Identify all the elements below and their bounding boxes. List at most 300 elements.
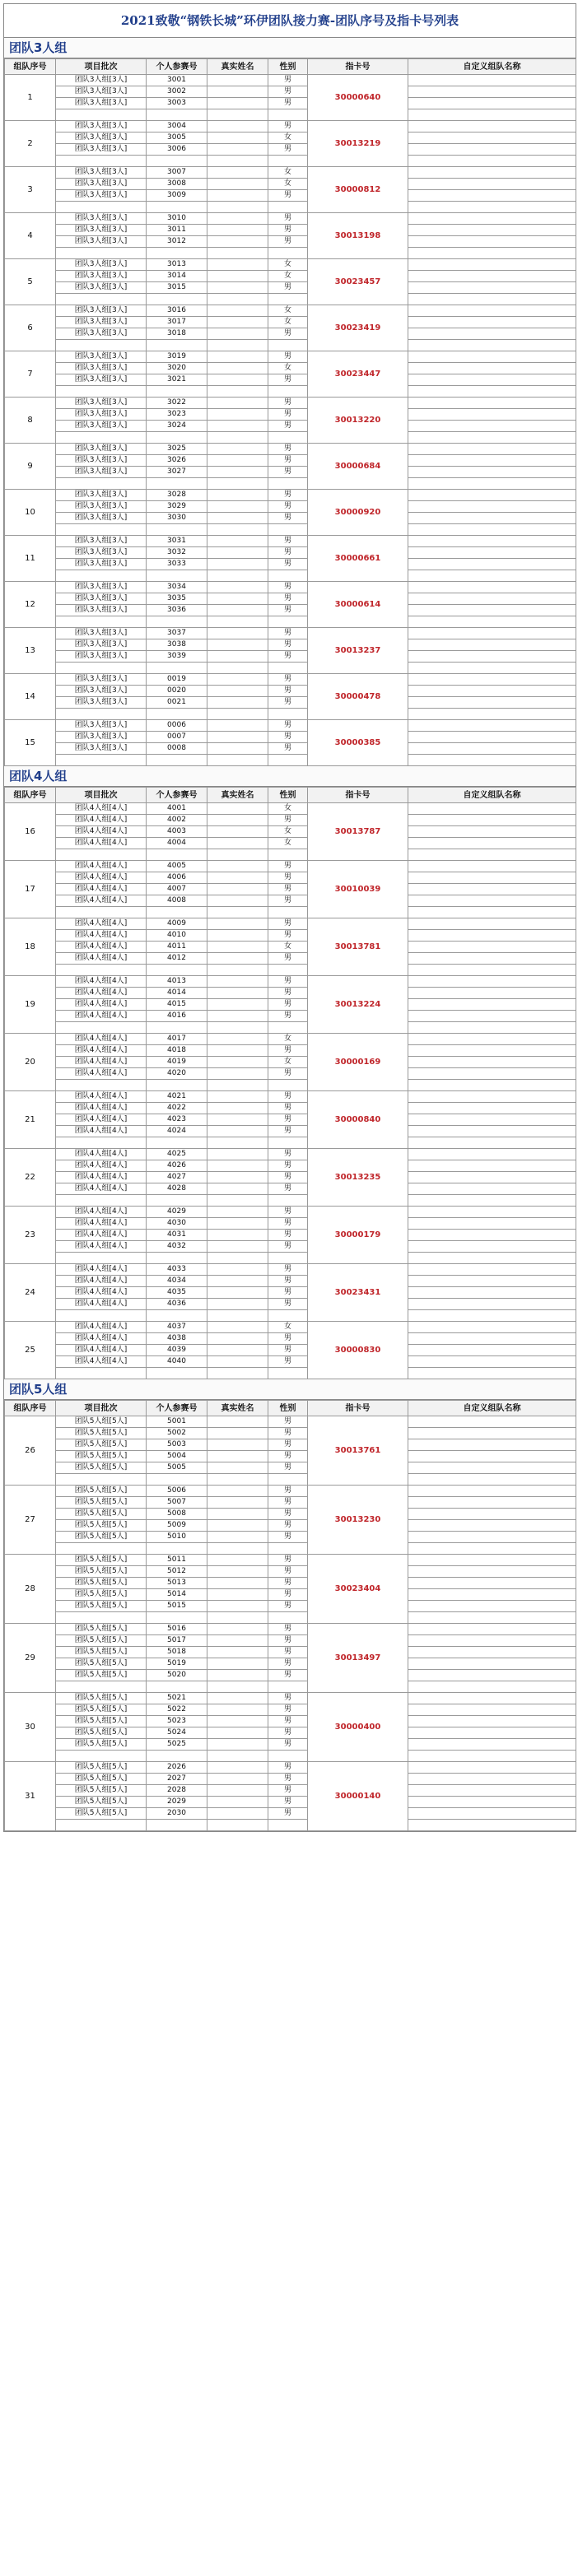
team-name-cell (408, 121, 576, 133)
project-cell: 团队3人组[3人] (56, 455, 147, 467)
project-cell: 团队3人组[3人] (56, 536, 147, 547)
team-name-cell (408, 815, 576, 826)
project-cell: 团队5人组[5人] (56, 1670, 147, 1681)
team-name-cell (408, 317, 576, 328)
bib-cell: 0019 (147, 674, 207, 686)
spacer-cell (268, 1681, 308, 1693)
spacer-cell (207, 709, 268, 720)
bib-cell: 5018 (147, 1647, 207, 1658)
team-name-cell (408, 861, 576, 872)
spacer-cell (56, 755, 147, 766)
project-cell: 团队5人组[5人] (56, 1509, 147, 1520)
team-name-cell (408, 639, 576, 651)
gender-cell: 男 (268, 743, 308, 755)
table-row (5, 547, 576, 559)
table-row (5, 999, 576, 1011)
project-cell: 团队5人组[5人] (56, 1785, 147, 1797)
group-number: 9 (5, 444, 56, 490)
table-row (5, 976, 576, 988)
project-cell: 团队4人组[4人] (56, 942, 147, 953)
col-header-bib: 个人参赛号 (147, 1401, 207, 1416)
project-cell: 团队4人组[4人] (56, 1276, 147, 1287)
table-row (5, 1797, 576, 1808)
bib-cell: 3011 (147, 225, 207, 236)
team-name-cell (408, 605, 576, 616)
project-cell: 团队3人组[3人] (56, 328, 147, 340)
spacer-cell (207, 1195, 268, 1207)
team-name-cell (408, 1624, 576, 1635)
group-number: 24 (5, 1264, 56, 1322)
team-name-cell (408, 999, 576, 1011)
table-row (5, 1126, 576, 1137)
name-cell (207, 639, 268, 651)
spacer-cell (408, 248, 576, 259)
spacer-row (5, 1137, 576, 1149)
project-cell: 团队5人组[5人] (56, 1797, 147, 1808)
name-cell (207, 536, 268, 547)
table-row (5, 1287, 576, 1299)
bib-cell: 5006 (147, 1486, 207, 1497)
bib-cell: 3002 (147, 86, 207, 98)
card-number: 30023457 (308, 259, 408, 305)
spacer-cell (56, 1474, 147, 1486)
project-cell: 团队3人组[3人] (56, 133, 147, 144)
project-cell: 团队4人组[4人] (56, 918, 147, 930)
gender-cell: 男 (268, 1218, 308, 1230)
team-name-cell (408, 409, 576, 421)
spacer-row (5, 709, 576, 720)
spacer-cell (268, 1310, 308, 1322)
name-cell (207, 1356, 268, 1368)
name-cell (207, 444, 268, 455)
spacer-cell (408, 524, 576, 536)
bib-cell: 3027 (147, 467, 207, 478)
project-cell: 团队3人组[3人] (56, 144, 147, 156)
spacer-row (5, 1022, 576, 1034)
spacer-row (5, 386, 576, 398)
spacer-cell (56, 340, 147, 351)
name-cell (207, 1276, 268, 1287)
spacer-cell (56, 432, 147, 444)
project-cell: 团队5人组[5人] (56, 1762, 147, 1774)
team-name-cell (408, 1716, 576, 1727)
gender-cell: 男 (268, 351, 308, 363)
gender-cell: 男 (268, 1345, 308, 1356)
project-cell: 团队5人组[5人] (56, 1486, 147, 1497)
team-name-cell (408, 1774, 576, 1785)
spacer-cell (147, 156, 207, 167)
gender-cell: 男 (268, 513, 308, 524)
team-name-cell (408, 1045, 576, 1057)
spacer-cell (408, 1368, 576, 1379)
table-row (5, 225, 576, 236)
gender-cell: 女 (268, 167, 308, 179)
card-number: 30000920 (308, 490, 408, 536)
table-row (5, 1658, 576, 1670)
name-cell (207, 1739, 268, 1751)
gender-cell: 男 (268, 282, 308, 294)
gender-cell: 男 (268, 1647, 308, 1658)
spacer-cell (207, 202, 268, 213)
project-cell: 团队3人组[3人] (56, 190, 147, 202)
name-cell (207, 1601, 268, 1612)
col-header-gender: 性别 (268, 1401, 308, 1416)
name-cell (207, 467, 268, 478)
spacer-cell (268, 478, 308, 490)
project-cell: 团队3人组[3人] (56, 363, 147, 374)
bib-cell: 4019 (147, 1057, 207, 1068)
name-cell (207, 1103, 268, 1114)
team-name-cell (408, 1114, 576, 1126)
bib-cell: 2026 (147, 1762, 207, 1774)
project-cell: 团队5人组[5人] (56, 1601, 147, 1612)
name-cell (207, 455, 268, 467)
table-row (5, 1762, 576, 1774)
bib-cell: 3039 (147, 651, 207, 663)
gender-cell: 男 (268, 895, 308, 907)
team-name-cell (408, 1011, 576, 1022)
bib-cell: 4006 (147, 872, 207, 884)
project-cell: 团队5人组[5人] (56, 1520, 147, 1532)
gender-cell: 男 (268, 953, 308, 965)
table-row (5, 826, 576, 838)
bib-cell: 3013 (147, 259, 207, 271)
table-row (5, 455, 576, 467)
table-row (5, 363, 576, 374)
table-row (5, 536, 576, 547)
spacer-cell (268, 1253, 308, 1264)
gender-cell: 男 (268, 815, 308, 826)
spacer-cell (408, 340, 576, 351)
team-name-cell (408, 1218, 576, 1230)
table-row (5, 1034, 576, 1045)
gender-cell: 男 (268, 861, 308, 872)
gender-cell: 女 (268, 363, 308, 374)
card-number: 30023447 (308, 351, 408, 398)
bib-cell: 5024 (147, 1727, 207, 1739)
spacer-cell (147, 1022, 207, 1034)
spacer-cell (268, 386, 308, 398)
name-cell (207, 190, 268, 202)
project-cell: 团队5人组[5人] (56, 1439, 147, 1451)
team-name-cell (408, 1068, 576, 1080)
project-cell: 团队4人组[4人] (56, 953, 147, 965)
spacer-cell (268, 294, 308, 305)
spacer-row (5, 524, 576, 536)
spacer-cell (147, 1543, 207, 1555)
project-cell: 团队4人组[4人] (56, 976, 147, 988)
table-row (5, 942, 576, 953)
spacer-cell (207, 432, 268, 444)
project-cell: 团队3人组[3人] (56, 213, 147, 225)
spacer-cell (268, 570, 308, 582)
spacer-row (5, 294, 576, 305)
project-cell: 团队3人组[3人] (56, 75, 147, 86)
bib-cell: 4024 (147, 1126, 207, 1137)
group-number: 31 (5, 1762, 56, 1831)
project-cell: 团队4人组[4人] (56, 872, 147, 884)
spacer-cell (207, 386, 268, 398)
team-name-cell (408, 628, 576, 639)
spacer-cell (408, 1253, 576, 1264)
spacer-cell (207, 109, 268, 121)
table-row (5, 884, 576, 895)
table-row (5, 1785, 576, 1797)
team-name-cell (408, 236, 576, 248)
card-number: 30013235 (308, 1149, 408, 1207)
bib-cell: 5017 (147, 1635, 207, 1647)
project-cell: 团队3人组[3人] (56, 305, 147, 317)
gender-cell: 男 (268, 1658, 308, 1670)
spacer-cell (408, 1195, 576, 1207)
spacer-cell (147, 849, 207, 861)
spacer-cell (56, 965, 147, 976)
bib-cell: 4005 (147, 861, 207, 872)
project-cell: 团队5人组[5人] (56, 1716, 147, 1727)
card-number: 30000640 (308, 75, 408, 121)
section-title: 团队5人组 (4, 1379, 576, 1400)
project-cell: 团队4人组[4人] (56, 1322, 147, 1333)
spacer-cell (147, 907, 207, 918)
name-cell (207, 305, 268, 317)
team-name-cell (408, 1356, 576, 1368)
spacer-cell (207, 1080, 268, 1091)
gender-cell: 女 (268, 133, 308, 144)
name-cell (207, 628, 268, 639)
project-cell: 团队3人组[3人] (56, 271, 147, 282)
project-cell: 团队4人组[4人] (56, 988, 147, 999)
gender-cell: 男 (268, 651, 308, 663)
spacer-cell (408, 1820, 576, 1831)
name-cell (207, 1497, 268, 1509)
spacer-row (5, 1474, 576, 1486)
bib-cell: 4039 (147, 1345, 207, 1356)
gender-cell: 男 (268, 1601, 308, 1612)
bib-cell: 4010 (147, 930, 207, 942)
gender-cell: 男 (268, 593, 308, 605)
name-cell (207, 976, 268, 988)
team-name-cell (408, 1287, 576, 1299)
name-cell (207, 1160, 268, 1172)
project-cell: 团队5人组[5人] (56, 1428, 147, 1439)
spacer-cell (268, 109, 308, 121)
project-cell: 团队4人组[4人] (56, 1045, 147, 1057)
spacer-cell (147, 1253, 207, 1264)
bib-cell: 4007 (147, 884, 207, 895)
project-cell: 团队5人组[5人] (56, 1727, 147, 1739)
bib-cell: 4014 (147, 988, 207, 999)
project-cell: 团队3人组[3人] (56, 605, 147, 616)
team-name-cell (408, 686, 576, 697)
gender-cell: 男 (268, 1670, 308, 1681)
spacer-cell (268, 248, 308, 259)
card-number: 30023431 (308, 1264, 408, 1322)
team-name-cell (408, 976, 576, 988)
gender-cell: 男 (268, 1532, 308, 1543)
gender-cell: 男 (268, 490, 308, 501)
bib-cell: 5001 (147, 1416, 207, 1428)
table-row (5, 1322, 576, 1333)
team-name-cell (408, 1589, 576, 1601)
gender-cell: 男 (268, 582, 308, 593)
name-cell (207, 605, 268, 616)
card-number: 30000140 (308, 1762, 408, 1831)
spacer-cell (408, 478, 576, 490)
gender-cell: 男 (268, 1126, 308, 1137)
team-name-cell (408, 305, 576, 317)
name-cell (207, 75, 268, 86)
team-name-cell (408, 1345, 576, 1356)
name-cell (207, 409, 268, 421)
team-name-cell (408, 1555, 576, 1566)
spacer-cell (268, 965, 308, 976)
spacer-cell (408, 1681, 576, 1693)
table-row (5, 1241, 576, 1253)
gender-cell: 男 (268, 628, 308, 639)
spacer-row (5, 616, 576, 628)
project-cell: 团队4人组[4人] (56, 815, 147, 826)
spacer-cell (207, 248, 268, 259)
bib-cell: 3036 (147, 605, 207, 616)
table-row (5, 895, 576, 907)
table-row (5, 1183, 576, 1195)
table-row (5, 271, 576, 282)
team-name-cell (408, 1333, 576, 1345)
bib-cell: 3028 (147, 490, 207, 501)
table-row (5, 697, 576, 709)
name-cell (207, 513, 268, 524)
project-cell: 团队3人组[3人] (56, 639, 147, 651)
team-name-cell (408, 942, 576, 953)
table-row (5, 918, 576, 930)
bib-cell: 3032 (147, 547, 207, 559)
spacer-cell (268, 340, 308, 351)
spacer-cell (147, 1080, 207, 1091)
table-row (5, 803, 576, 815)
table-row (5, 1011, 576, 1022)
project-cell: 团队5人组[5人] (56, 1416, 147, 1428)
bib-cell: 4036 (147, 1299, 207, 1310)
spacer-cell (408, 709, 576, 720)
spacer-cell (56, 1612, 147, 1624)
name-cell (207, 1486, 268, 1497)
name-cell (207, 1520, 268, 1532)
team-name-cell (408, 918, 576, 930)
bib-cell: 4031 (147, 1230, 207, 1241)
bib-cell: 5003 (147, 1439, 207, 1451)
group-number: 26 (5, 1416, 56, 1486)
spacer-cell (408, 1751, 576, 1762)
bib-cell: 3007 (147, 167, 207, 179)
spacer-cell (147, 248, 207, 259)
bib-cell: 5004 (147, 1451, 207, 1462)
team-name-cell (408, 501, 576, 513)
project-cell: 团队4人组[4人] (56, 1218, 147, 1230)
bib-cell: 5021 (147, 1693, 207, 1704)
table-row (5, 75, 576, 86)
project-cell: 团队4人组[4人] (56, 1160, 147, 1172)
gender-cell: 女 (268, 1034, 308, 1045)
gender-cell: 男 (268, 1114, 308, 1126)
table-row (5, 133, 576, 144)
gender-cell: 男 (268, 1635, 308, 1647)
project-cell: 团队4人组[4人] (56, 803, 147, 815)
name-cell (207, 1230, 268, 1241)
team-name-cell (408, 1808, 576, 1820)
table-row (5, 236, 576, 248)
gender-cell: 男 (268, 1045, 308, 1057)
table-row (5, 1057, 576, 1068)
gender-cell: 男 (268, 1103, 308, 1114)
spacer-cell (268, 1080, 308, 1091)
header-row (5, 1401, 576, 1416)
project-cell: 团队4人组[4人] (56, 884, 147, 895)
group-number: 12 (5, 582, 56, 628)
spacer-cell (147, 524, 207, 536)
name-cell (207, 86, 268, 98)
team-name-cell (408, 455, 576, 467)
name-cell (207, 259, 268, 271)
spacer-cell (207, 1310, 268, 1322)
bib-cell: 3024 (147, 421, 207, 432)
project-cell: 团队3人组[3人] (56, 86, 147, 98)
col-header-project: 项目批次 (56, 59, 147, 75)
spacer-cell (56, 202, 147, 213)
group-number: 5 (5, 259, 56, 305)
table-row (5, 1172, 576, 1183)
spacer-cell (408, 570, 576, 582)
table-row (5, 1345, 576, 1356)
team-name-cell (408, 1486, 576, 1497)
name-cell (207, 1287, 268, 1299)
gender-cell: 女 (268, 838, 308, 849)
team-name-cell (408, 884, 576, 895)
bib-cell: 4022 (147, 1103, 207, 1114)
spacer-row (5, 1820, 576, 1831)
name-cell (207, 582, 268, 593)
spacer-cell (56, 1368, 147, 1379)
spacer-cell (147, 202, 207, 213)
table-row (5, 1462, 576, 1474)
gender-cell: 男 (268, 1808, 308, 1820)
table-row (5, 743, 576, 755)
bib-cell: 3023 (147, 409, 207, 421)
gender-cell: 男 (268, 1462, 308, 1474)
project-cell: 团队3人组[3人] (56, 547, 147, 559)
gender-cell: 男 (268, 872, 308, 884)
project-cell: 团队4人组[4人] (56, 1011, 147, 1022)
name-cell (207, 282, 268, 294)
table-row (5, 1045, 576, 1057)
group-number: 11 (5, 536, 56, 582)
team-name-cell (408, 697, 576, 709)
bib-cell: 3016 (147, 305, 207, 317)
gender-cell: 男 (268, 559, 308, 570)
bib-cell: 5025 (147, 1739, 207, 1751)
spacer-cell (408, 432, 576, 444)
spacer-cell (207, 1820, 268, 1831)
spacer-cell (408, 755, 576, 766)
gender-cell: 男 (268, 1160, 308, 1172)
bib-cell: 4038 (147, 1333, 207, 1345)
team-name-cell (408, 895, 576, 907)
spacer-cell (147, 663, 207, 674)
table-row (5, 1218, 576, 1230)
project-cell: 团队5人组[5人] (56, 1624, 147, 1635)
gender-cell: 男 (268, 1172, 308, 1183)
team-name-cell (408, 1693, 576, 1704)
gender-cell: 男 (268, 639, 308, 651)
